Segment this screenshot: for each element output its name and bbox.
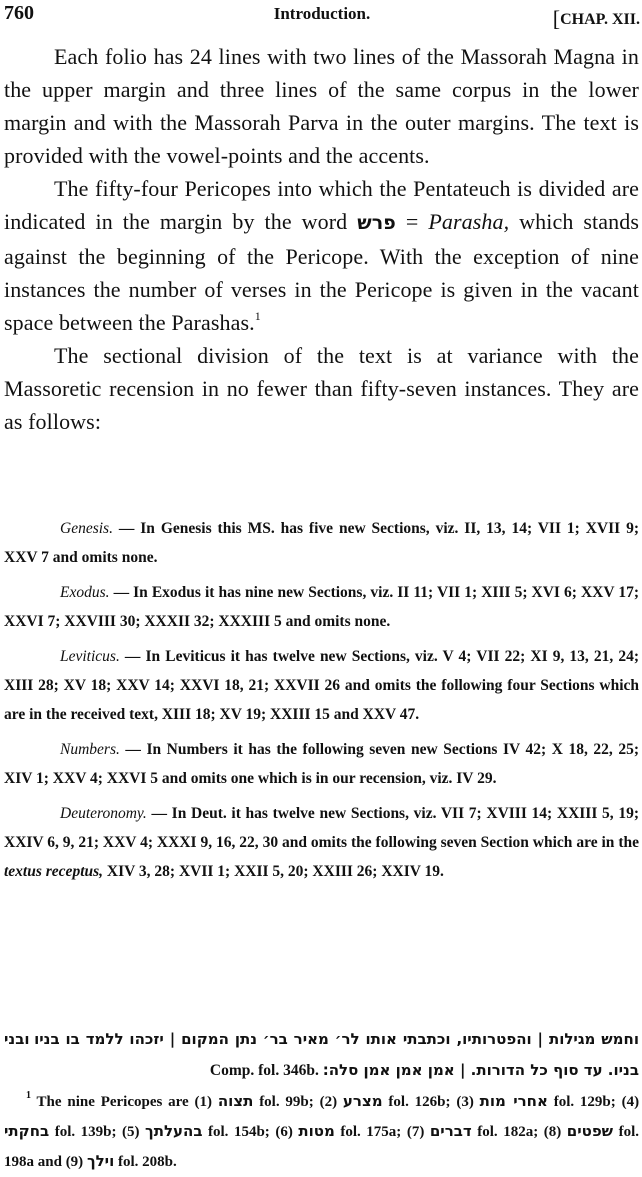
item-number: (9) bbox=[65, 1154, 84, 1170]
sections-list bbox=[4, 514, 639, 892]
item-hebrew: וילך bbox=[86, 1152, 115, 1170]
section-text: — In Exodus it has nine new Sections, viz. II 11; VII 1; XIII 5; XVI 6; XXV 17; XXVI 7; XXVIII 30; XXXII 32; XXXIII 5 and omits none. bbox=[4, 584, 639, 630]
item-number: (3) bbox=[456, 1094, 474, 1110]
running-title: Introduction. bbox=[273, 4, 371, 23]
section-exodus bbox=[4, 578, 639, 636]
book-name: Leviticus. bbox=[60, 648, 120, 665]
colophon-line-2: ובני בניו. עד סוף כל הדורות. | אמן אמן אמן סלה: bbox=[4, 1030, 639, 1079]
colophon-line-1: וחמש מגילות | והפטרותיו, וכתבתי אותו לר׳ מאיר בר׳ נתן המקום | יזכהו ללמד בו בניו bbox=[34, 1030, 639, 1048]
footnote-item bbox=[456, 1094, 615, 1110]
colophon bbox=[4, 1024, 639, 1086]
item-number: (8) bbox=[543, 1124, 562, 1140]
footnote-marker: 1 bbox=[26, 1090, 31, 1101]
section-leviticus bbox=[4, 642, 639, 729]
footnote-item bbox=[122, 1124, 270, 1140]
book-name: Deuteronomy. bbox=[60, 805, 147, 822]
footnote-intro: The nine Pericopes are bbox=[31, 1094, 195, 1110]
footer bbox=[4, 1024, 639, 1177]
item-folio: fol. 182a; bbox=[477, 1124, 539, 1140]
book-name: Exodus. bbox=[60, 584, 110, 601]
section-deuteronomy bbox=[4, 799, 639, 886]
item-folio: fol. 126b; bbox=[388, 1094, 451, 1110]
item-folio: fol. 139b; bbox=[54, 1124, 117, 1140]
item-number: (4) bbox=[621, 1094, 640, 1110]
page-number: 760 bbox=[4, 2, 34, 24]
main-text bbox=[4, 40, 639, 438]
section-genesis bbox=[4, 514, 639, 572]
item-folio: fol. 129b; bbox=[553, 1094, 616, 1110]
colophon-reference: Comp. fol. 346b. bbox=[209, 1062, 319, 1079]
item-folio: fol. 99b; bbox=[259, 1094, 314, 1110]
chapter-bracket: [ bbox=[552, 6, 561, 31]
item-folio: fol. 175a; bbox=[340, 1124, 402, 1140]
item-hebrew: בהעלתך bbox=[145, 1122, 203, 1140]
footnote-item bbox=[320, 1094, 451, 1110]
hebrew-word-parash: פרש bbox=[357, 212, 396, 234]
item-hebrew: אחרי מות bbox=[479, 1092, 548, 1110]
footnote-item bbox=[275, 1124, 401, 1140]
footnote-item bbox=[407, 1124, 538, 1140]
paragraph-sectional: The sectional division of the text is at variance with the Massoretic recension in no fewer than fifty-seven instances. They are as follows: bbox=[4, 343, 639, 434]
section-text: — In Numbers it has the following seven new Sections IV 42; X 18, 22, 25; XIV 1; XXV 4; XXVI 5 and omits one which is in our recension, viz. IV 29. bbox=[4, 741, 639, 787]
parasha-italic: Parasha, bbox=[428, 209, 510, 234]
book-name: Numbers. bbox=[60, 741, 120, 758]
item-number: (1) bbox=[194, 1094, 213, 1110]
item-folio: fol. 198a and bbox=[4, 1124, 640, 1170]
section-text: — In Genesis this MS. has five new Sections, viz. II, 13, 14; VII 1; XVII 9; XXV 7 and omits none. bbox=[4, 520, 639, 566]
item-number: (5) bbox=[122, 1124, 140, 1140]
item-hebrew: תצוה bbox=[217, 1092, 254, 1110]
p2-text-a: The fifty-four Pericopes into which the Pentateuch is divided are indicated in the margin by the word bbox=[4, 176, 639, 234]
footnote bbox=[4, 1087, 639, 1177]
section-text: — In Leviticus it has twelve new Sections, viz. V 4; VII 22; XI 9, 13, 21, 24; XIII 28; XV 18; XXV 14; XXVI 18, 21; XXVII 26 and omits the following four Sections which are in the received text, XIII 18; XV 19; XXIII 15 and XXV 47. bbox=[4, 648, 639, 723]
item-number: (7) bbox=[406, 1124, 425, 1140]
footnote-item bbox=[195, 1094, 314, 1110]
chapter-label bbox=[553, 4, 640, 30]
item-hebrew: דברים bbox=[429, 1122, 472, 1140]
paragraph-folio: Each folio has 24 lines with two lines of the Massorah Magna in the upper margin and three lines of the same corpus in the lower margin and with the Massorah Parva in the outer margins. The text is provided with the vowel-points and the accents. bbox=[4, 44, 639, 168]
chapter-text: CHAP. XII. bbox=[560, 11, 640, 28]
running-header bbox=[4, 2, 640, 30]
section-numbers bbox=[4, 735, 639, 793]
book-name: Genesis. bbox=[60, 520, 113, 537]
item-number: (2) bbox=[319, 1094, 338, 1110]
item-hebrew: שפטים bbox=[566, 1122, 614, 1140]
item-hebrew: בחקתי bbox=[4, 1122, 50, 1140]
textus-receptus: textus receptus, bbox=[4, 863, 104, 880]
item-hebrew: מצרע bbox=[342, 1092, 383, 1110]
section-text: — In Deut. it has twelve new Sections, viz. VII 7; XVIII 14; XXIII 5, 19; XXIV 6, 9, 21; XXV 4; XXXI 9, 16, 22, 30 and omits the following seven Section which are in the bbox=[4, 805, 639, 851]
section-tail: XIV 3, 28; XVII 1; XXII 5, 20; XXIII 26; XXIV 19. bbox=[103, 863, 444, 880]
item-number: (6) bbox=[275, 1124, 293, 1140]
p2-equals: = bbox=[395, 209, 419, 234]
item-folio: fol. 208b. bbox=[118, 1154, 177, 1170]
item-folio: fol. 154b; bbox=[208, 1124, 270, 1140]
item-hebrew: מטות bbox=[298, 1122, 335, 1140]
footnote-item bbox=[66, 1154, 177, 1170]
footnote-ref: 1 bbox=[254, 308, 261, 323]
paragraph-pericopes bbox=[4, 172, 639, 339]
p2-text-b: which stands against the beginning of the Pericope. With the exception of nine instances the number of verses in the Pericope is given in the vacant space between the Parashas. bbox=[4, 209, 639, 335]
